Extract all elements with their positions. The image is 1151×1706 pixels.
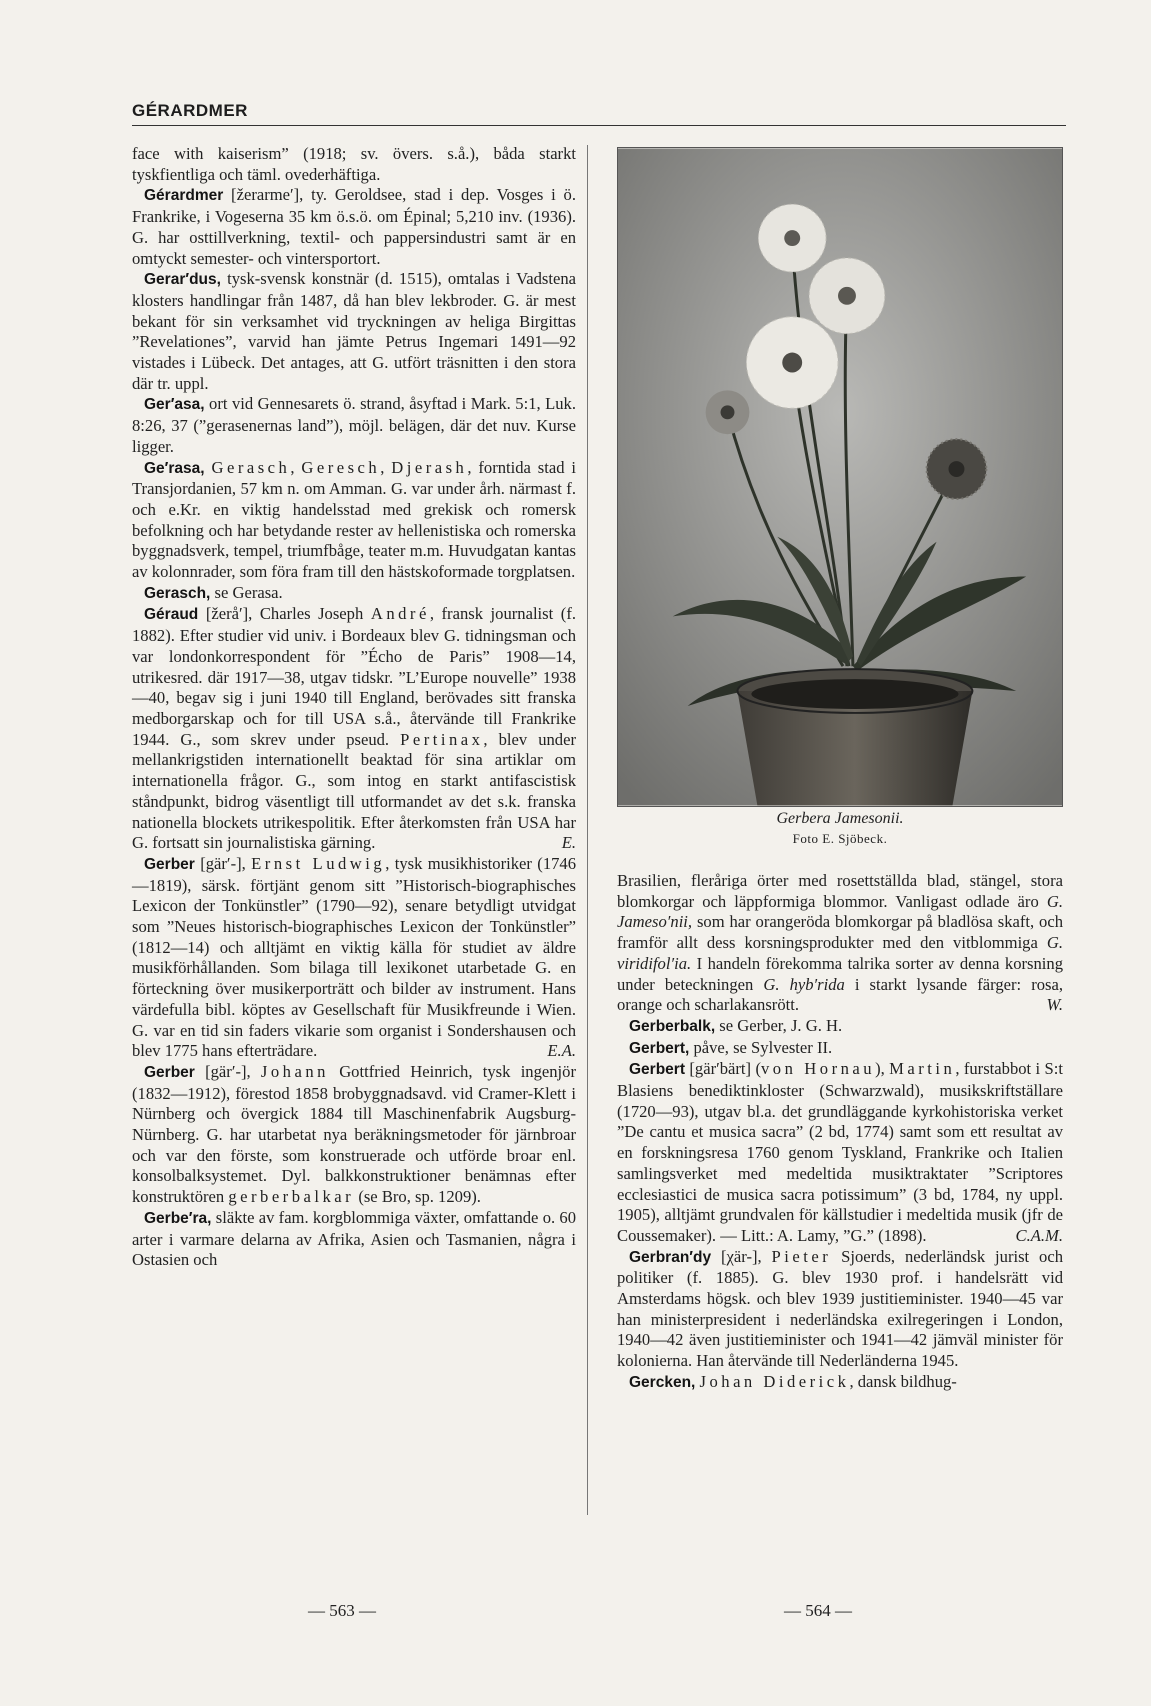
figure-caption: Gerbera Jamesonii. [776, 810, 904, 827]
entry-gerardmer: Gérardmer [žerarme′], ty. Geroldsee, stad i dep. Vosges i ö. Frankrike, i Vogeserna 35 km ö.s.ö. om Épinal; 5,210 inv. (1936). G. har osttillverkning, textil- och pappersindustri samt är en omtyckt semester- och vintersportort. [132, 185, 576, 268]
author-signature: E.A. [547, 1041, 576, 1061]
entry-gerbrandy: Gerbran′dy [χär-], Pieter Sjoerds, nederländsk jurist och politiker (f. 1885). G. blev 1930 prof. i handelsrätt vid Amsterdams högsk. och blev 1939 justitieminister. 1940—45 var han ministerpresident i nederländska exilregeringen i London, 1940—42 även justitieminister och 1941—42 jämväl minister för kolonierna. Han återvände till Nederländerna 1945. [617, 1246, 1063, 1371]
entry-gerbera-continued: Brasilien, fleråriga örter med rosettställda blad, stängel, stora blomkorgar och läppformiga blommor. Vanligast odlade äro G. Jameso′nii, som har orangeröda blomkorgar på bladlösa skaft, och framför allt dess korsningsprodukter med den vitblommiga G. viridifol′ia. I handeln förekomma talrika sorter av denna korsning under beteckningen G. hyb′rida i starkt lysande färger: rosa, orange och scharlakansrött. W. [617, 871, 1064, 1015]
headword: Gerbe′ra, [144, 1209, 212, 1227]
photo-credit: Foto E. Sjöbeck. [792, 831, 888, 846]
page-number-right: — 564 — [784, 1601, 852, 1620]
headword: Gerasch, [144, 584, 211, 602]
entry-gerbera: Gerbe′ra, släkte av fam. korgblommiga växter, omfattande o. 60 arter i varmare delarna av Afrika, Asien och Tasmanien, några i Ostasien och [132, 1207, 576, 1270]
headword: Ge′rasa, [144, 459, 205, 477]
entry-gerberbalk: Gerberbalk, se Gerber, J. G. H. [629, 1015, 843, 1035]
entry-continuation: face with kaiserism” (1918; sv. övers. s.å.), båda starkt tyskfientliga och täml. ovederhäftiga. [132, 144, 576, 184]
header-rule [132, 125, 1066, 126]
entry-gerasa-1: Ger′asa, ort vid Gennesarets ö. strand, åsyftad i Mark. 5:1, Luk. 8:26, 37 (”gerasenernas land”), möjl. belägen, där det nuv. Kurse ligger. [132, 394, 576, 456]
page-number-left: — 563 — [308, 1601, 376, 1620]
entry-gercken: Gercken, Johan Diderick, dansk bildhug- [629, 1371, 957, 1391]
flower-photo-image [617, 147, 1063, 807]
headword: Gerber [144, 855, 195, 873]
headword: Gerbran′dy [629, 1248, 712, 1266]
headword: Gérardmer [144, 187, 224, 205]
headword: Ger′asa, [144, 396, 205, 414]
gerbera-photo [617, 147, 1063, 807]
author-signature: C.A.M. [1015, 1225, 1063, 1245]
entry-gerasa-2: Ge′rasa, Gerasch, Geresch, Djerash, forntida stad i Transjordanien, 57 km n. om Amman. G. var under årh. närmast f. och e.Kr. en viktig handelsstad med grekisk och romersk befolkning och har betydande rester av hellenistiska och romerska byggnadsverk, tempel, triumfbåge, teater m.m. Huvudgatan kantas av kolonnrader, som föra fram till den hästskoformade torgplatsen. [132, 457, 577, 582]
entry-gerber-johann: Gerber [gär′-], Johann Gottfried Heinrich, tysk ingenjör (1832—1912), förestod 1858 brobyggnadsavd. vid Cramer-Klett i Nürnberg och övergick 1884 till Maschinenfabrik Augsburg-Nürnberg. G. har utarbetat nya beräkningsmetoder för järnbroar och var den förste, som konstruerade och utförde broar enl. konsolbalksystemet. Dyl. balkkonstruktioner benämnas efter konstruktören gerberbalkar (se Bro, sp. 1209). [132, 1061, 576, 1207]
headword: Gerbert, [629, 1039, 690, 1057]
entry-gerasch: Gerasch, se Gerasa. [144, 582, 283, 602]
headword: Gerar′dus, [144, 271, 221, 289]
headword: Gercken, [629, 1373, 696, 1391]
entry-gerbert-pave: Gerbert, påve, se Sylvester II. [629, 1037, 833, 1057]
entry-gerardus: Gerar′dus, tysk-svensk konstnär (d. 1515), omtalas i Vadstena klosters handlingar från 1487, då han blev lekbroder. G. är mest bekant för sin verksamhet vid tryckningen av heliga Birgittas ”Revelationes”, varvid han jämte Petrus Ingemari 1491—92 vistades i Lübeck. Det antages, att G. utfört träsnitten i den stora där tr. uppl. [132, 269, 576, 393]
headword: Gerber [144, 1063, 195, 1081]
headword: Gerbert [629, 1061, 685, 1079]
author-signature: W. [1046, 995, 1063, 1015]
entry-geraud: Géraud [žerå′], Charles Joseph André, fransk journalist (f. 1882). Efter studier vid univ. i Bordeaux blev G. tidningsman och var londonkorrespondent för ”Écho de Paris” 1908—14, utrikesred. där 1917—38, utgav tidskr. ”L’Europe nouvelle” 1938—40, begav sig i juni 1940 till England, berövades sitt franska medborgarskap och for till USA s.å., återvände till Frankrike 1944. G., som skrev under pseud. Pertinax, blev under mellankrigstiden internationellt beaktad för sina artiklar om internationella frågor. G., som intog en starkt antifascistisk ståndpunkt, bidrog väsentligt till utformandet av det s.k. franska nationella blockets utrikespolitik. Efter återkomsten från USA har G. fortsatt sin journalistiska gärning. E. [132, 604, 577, 853]
left-column [132, 144, 576, 1271]
author-signature: E. [561, 833, 576, 853]
headword: Gerberbalk, [629, 1017, 716, 1035]
entry-gerber-ernst: Gerber [gär′-], Ernst Ludwig, tysk musikhistoriker (1746—1819), särsk. förtjänt genom sitt ”Historisch-biographisches Lexicon der Tonkünstler” (1790—92), senare betydligt utvidgat som ”Neues historisch-biographisches Lexicon der Tonkünstler” (1812—14) och alltjämt en viktig källa för studiet av äldre musikförhållanden. Som bilaga till lexikonet utarbetade G. en förteckning över musikerporträtt och bilder av instrument. Hans värdefulla bibl. köptes av Gesellschaft für Musikfreunde i Wien. G. var en tid sin faders vikarie som organist i Sondershausen och blev 1775 hans efterträdare. E.A. [132, 853, 577, 1061]
running-title: GÉRARDMER [132, 101, 248, 120]
column-divider [587, 145, 588, 1515]
headword: Géraud [144, 606, 199, 624]
entry-gerbert-martin: Gerbert [gär′bärt] (von Hornau), Martin, furstabbot i S:t Blasiens benediktinkloster (Schwarzwald), musikskriftställare (1720—93), utgav bl.a. det grundläggande kyrkohistoriska verket ”De cantu et musica sacra” (2 bd, 1774) samt som ett resultat av en forskningsresa 1760 genom Tyskland, Frankrike och Italien samlingsverket med medeltida musiktraktater ”Scriptores ecclesiastici de musica sacra potissimum” (3 bd, 1784, ny uppl. 1905), alltjämt grundvalen för källstudier i medeltida musik (jfr de Coussemaker). — Litt.: A. Lamy, ”G.” (1898). C.A.M. [617, 1059, 1063, 1245]
right-column [617, 871, 1063, 1394]
